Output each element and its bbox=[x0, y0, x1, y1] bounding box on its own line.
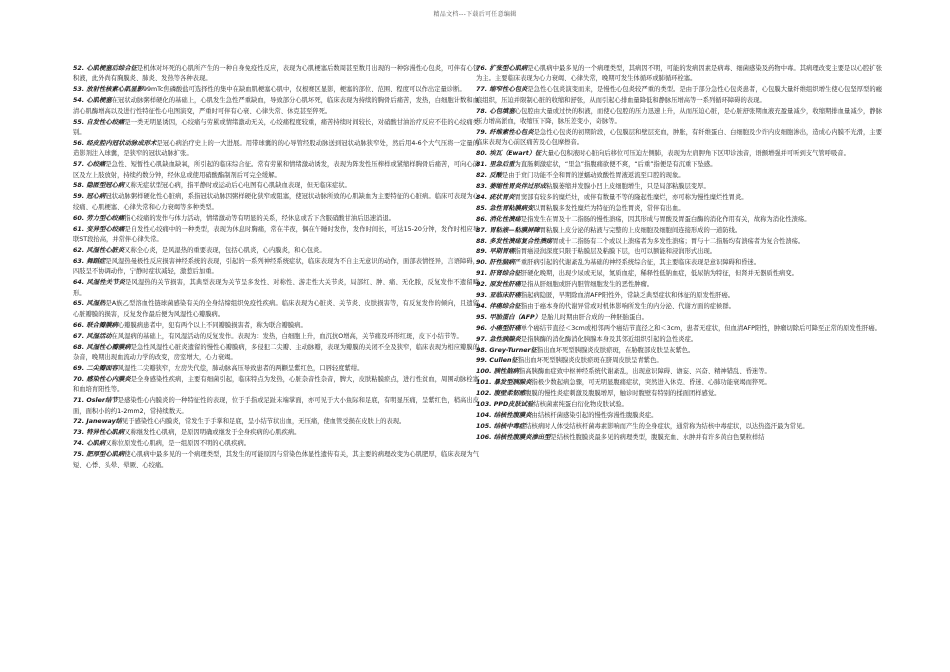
entry-definition: 是胎儿时期由肝合成的一种胚胎蛋白。 bbox=[540, 313, 648, 321]
entry-definition: 是急性、短暂性心肌缺血缺氧，所引起的临床综合征。常有劳累和情绪激动诱发，表现为阵发性压榨样或紧缩样胸骨后痛苦，可向心前区及左上肢放射，持续约数分钟，经休息或使用硝酸酯制剂后可完全缓解。 bbox=[73, 161, 479, 179]
entry-definition: 粘膜萎缩并发腺小凹上皮细胞增生，只是局部粘膜层变厚。 bbox=[546, 182, 710, 190]
entry-term: 80. 埃瓦（Ewart）征 bbox=[476, 150, 542, 158]
entry-term: 63. 舞蹈症 bbox=[73, 257, 106, 265]
glossary-entry bbox=[476, 247, 882, 257]
entry-definition: 指心绞痛的发作与体力活动，情绪激动等有明显的关系，经休息或舌下含服硝酸甘油后迅速消退。 bbox=[124, 214, 395, 222]
entry-term: 76. 扩张型心肌病 bbox=[476, 65, 528, 72]
entry-definition: 又称继发性心肌病，是原因明确或继发于全身疾病的心肌疾病。 bbox=[124, 429, 301, 437]
entry-definition: 胃窦部有较多的糜烂灶，或伴有数量不等的隆起性糜烂，亦可称为慢性糜烂性胃炎。 bbox=[514, 193, 748, 201]
glossary-entry bbox=[476, 291, 882, 301]
glossary-entry bbox=[73, 181, 479, 191]
entry-definition: 心瓣膜病患者中，犯有两个以上不同瓣膜损害者，称为联合瓣膜病。 bbox=[117, 321, 307, 329]
entry-definition: 严重肝病引起的代谢紊乱为基础的神经系统综合征，其主要临床表现是意识障碍和昏迷。 bbox=[514, 259, 761, 267]
entry-definition: 风湿性二尖瓣狭窄，左房失代偿，肺动脉高压导致患者的两颧呈紫红色，口唇轻度紫绀。 bbox=[117, 364, 364, 372]
entry-definition: 指极少数起病急骤，可无明显腹痛症状，突然进入休克、昏迷、心肺功能衰竭而猝死。 bbox=[531, 379, 771, 387]
entry-definition: 是指发生在胃及十二指肠的慢性溃疡，因其形成与胃酸及胃蛋白酶的消化作用有关，故称为消化性溃疡。 bbox=[520, 215, 811, 223]
glossary-entry bbox=[476, 422, 882, 432]
entry-term: 62. 风湿性心脏炎 bbox=[73, 246, 125, 254]
entry-definition: 是风湿热的关节损害，其典型表现为关节呈多发性、对称性、游走性大关节炎，局部红、肿、痛、无化脓，反复发作不遗留畸形。 bbox=[73, 279, 479, 297]
entry-term: 75. 肥厚型心肌病 bbox=[73, 451, 125, 459]
glossary-entry bbox=[476, 378, 882, 388]
entry-definition: 又称无症状型冠心病，指平静时或运动后心电图有心肌缺血表现，但无临床症状。 bbox=[124, 182, 351, 190]
entry-definition: 是一类无明显诱因，心绞痛与劳累或情绪激动无关，心绞痛程度较重，痛苦持续时间较长，对硝酸甘油治疗反应不佳的心绞痛类别。 bbox=[73, 118, 479, 136]
entry-term: 90. 肝性脑病 bbox=[476, 259, 515, 267]
glossary-entry bbox=[73, 417, 479, 427]
glossary-entry bbox=[73, 375, 479, 396]
glossary-entry bbox=[73, 278, 479, 299]
entry-term: 91. 肝肾综合征 bbox=[476, 270, 521, 278]
entry-definition: 由结核杆菌感染引起的慢性弥漫性腹膜炎症。 bbox=[531, 412, 658, 419]
entry-definition: 指由于癌本身的代谢异常或对机体影响所发生的内分泌、代谢方面的症候群。 bbox=[520, 302, 735, 310]
entry-term: 67. 风湿活动 bbox=[73, 332, 112, 340]
glossary-entry bbox=[476, 258, 882, 268]
entry-definition: 是全身感染性疾病，主要有细菌引起，临床特点为发热，心脏杂音性杂音，脾大，皮肤粘膜瘀点，进行性贫血，周围动脉栓塞和血培育阳性等。 bbox=[73, 375, 479, 394]
entry-term: 56. 经皮腔内冠状动脉成形术 bbox=[73, 139, 157, 147]
entry-definition: 指高胰酶血症致中枢神经系统代谢紊乱，出现意识障碍、谵妄、兴奋、精神错乱、昏迷等。 bbox=[518, 368, 771, 376]
glossary-entry bbox=[476, 302, 882, 312]
entry-term: 79. 纤维素性心包炎 bbox=[476, 128, 534, 136]
entry-definition: 指出血坏死型胰腺炎皮肤瘀斑在脐周皮肤呈青紫色。 bbox=[517, 357, 663, 365]
glossary-entry bbox=[476, 367, 882, 377]
glossary-entry bbox=[73, 321, 479, 331]
entry-term: 73. 特异性心肌病 bbox=[73, 429, 125, 437]
entry-term: 78. 心包填塞 bbox=[476, 107, 515, 115]
right-column bbox=[476, 64, 882, 444]
entry-term: 58. 隐匿型冠心病 bbox=[73, 182, 125, 190]
entry-definition: 是急性心包炎的初期阶段，心包膜层和壁层充血，肿胀，有纤维蛋白、白细胞及少许内皮细胞渗出，造成心内膜不光滑，主要临床表现为心前区痛苦及心包摩擦音。 bbox=[476, 128, 882, 147]
entry-term: 92. 原发性肝癌 bbox=[476, 281, 521, 289]
glossary-entry bbox=[73, 214, 479, 224]
entry-definition: 结核病时人体受结核杆菌毒素影响而产生的全身症状，通常称为结核中毒症状，以达热盗汗最为常见。 bbox=[525, 422, 809, 430]
glossary-entry bbox=[73, 160, 479, 181]
left-column bbox=[73, 64, 479, 471]
entry-definition: 见于感染性心内膜炎，常发生于手掌和足底，呈小结节状出血，无压痛，使血管受损在皮肤上的表现。 bbox=[121, 418, 406, 426]
entry-term: 71. Osler结节 bbox=[73, 397, 118, 405]
entry-term: 83. 萎缩性胃炎伴过形成 bbox=[476, 182, 547, 190]
entry-definition: 肝硬化晚期，出现少尿或无尿，氮质血症，稀释性低钠血症，低尿钠为特征，但肾并无器质性病变。 bbox=[520, 270, 798, 278]
entry-definition: 冠状动脉粥样硬化性心脏病，系指冠状动脉因粥样硬化狭窄或阻塞，使冠状动脉所致的心肌缺血为主要特征的心脏病。临床可表现为心绞痛、心肌梗塞、心律失常和心力衰竭等多种类型。 bbox=[73, 193, 479, 211]
entry-term: 85. 急性胃粘膜病变 bbox=[476, 204, 534, 212]
entry-definition: 大量心包积液时心脏向后移位可压迫左侧肺，表现为左肩胛角下区叩诊浊音，语颤增强并可听到支气管呼吸音。 bbox=[541, 150, 850, 158]
glossary-entry bbox=[476, 433, 882, 443]
glossary-entry bbox=[476, 226, 882, 236]
entry-term: 57. 心绞痛 bbox=[73, 161, 106, 169]
glossary-entry bbox=[73, 85, 479, 95]
glossary-entry bbox=[73, 439, 479, 449]
entry-definition: 是A族乙型溶血性链球菌感染有关的全身结缔组织免疫性疾病。临床表现为心脏炎、关节炎、皮肤损害等，有反复发作的倾向，且遗留心脏瓣膜的损害，反复发作最后便为风湿性心瓣膜病。 bbox=[73, 300, 479, 318]
page-header: 精品文档---下载后可任意编辑 bbox=[433, 11, 517, 18]
glossary-entry bbox=[73, 192, 479, 213]
glossary-entry bbox=[73, 225, 479, 246]
entry-term: 99. Cullen征 bbox=[476, 357, 518, 365]
entry-definition: 是急性风湿性心脏炎遗留的慢性心瓣膜病，多侵犯二尖瓣、主动脉瓣，表现为瓣膜的关闭不全及狭窄，临床表现为相应瓣膜的杂音，晚期出现血流动力学的改变，房室增大，心力衰竭。 bbox=[73, 343, 479, 361]
entry-definition: 是由于贲门功能不全和胃的逆蠕动致酸性胃液返流至口腔的现象。 bbox=[501, 172, 685, 180]
entry-definition: 为直肠刺激症状，“里急”指腹痛欲便不爽，“后重”指便是有沉重下坠感。 bbox=[514, 161, 717, 169]
entry-definition: 是急性心包炎演变而来，是慢性心包炎较严重的类型。是由于部分急性心包炎患者，心包膜大量纤维组织增生使心包坚厚型的瘢痕组织，压迫并限制心脏的收缩和舒张，从而引起心排血量降低和静脉压增高等一系列循环障碍的表现。 bbox=[476, 86, 882, 104]
glossary-entry bbox=[476, 204, 882, 214]
entry-definition: 结核菌素纯蛋白衍化物皮肤试验。 bbox=[533, 401, 628, 409]
entry-definition: 在风湿病的基础上，有风湿活动的反复发作。表现为：发热，白细胞上升，血沉抗O增高，关节痛及环形红斑，皮下小结节等。 bbox=[111, 332, 463, 340]
entry-term: 105. 结核中毒症 bbox=[476, 422, 526, 430]
entry-term: 52. 心肌梗塞后综合征 bbox=[73, 65, 138, 72]
entry-term: 93. 亚临床肝癌 bbox=[476, 292, 521, 300]
glossary-entry bbox=[73, 364, 479, 374]
glossary-entry bbox=[476, 280, 882, 290]
entry-definition: 是自发性心绞痛中的一种类型，表现为休息时胸痛，常在半夜，偶在午睡时发作，发作时间长，可达15-20分钟，发作时相应导联ST段抬高，并常伴心律失常。 bbox=[73, 225, 479, 243]
entry-definition: 单个癌结节直径＜3cm或相邻两个癌结节直径之和＜3cm，患者无症状，但血清AFP阳性，肿瘤切除后可降至正常的原发性肝癌。 bbox=[520, 324, 881, 332]
glossary-entry bbox=[73, 139, 479, 160]
entry-term: 89. 早期胃癌 bbox=[476, 248, 515, 256]
entry-definition: 以胃粘膜多发性糜烂为特征的急性胃炎，常伴有出血。 bbox=[533, 204, 685, 212]
glossary-entry bbox=[476, 85, 882, 106]
entry-term: 55. 自发性心绞痛 bbox=[73, 118, 125, 126]
entry-term: 95. 甲胎蛋白（AFP） bbox=[476, 313, 541, 321]
entry-term: 59. 冠心病 bbox=[73, 193, 106, 201]
glossary-entry bbox=[73, 343, 479, 364]
entry-definition: 又称位原发性心肌病，是一组原因不明的心肌疾病。 bbox=[105, 440, 251, 448]
entry-definition: 是机体对坏死的心肌所产生的一种自身免疫性反应，表现为心肌梗塞后数周甚至数月出现的一种弥漫性心包炎，可伴有心包积液，此外尚有胸膜炎、肺炎、发热等各种表现。 bbox=[73, 65, 479, 83]
entry-definition: 又称全心炎，是风湿热的重要表现，包括心肌炎，心内膜炎，和心包炎。 bbox=[124, 246, 326, 254]
entry-term: 82. 反酸 bbox=[476, 172, 502, 180]
glossary-entry bbox=[476, 64, 882, 85]
glossary-entry bbox=[476, 107, 882, 128]
entry-term: 88. 多发性溃疡复合性溃疡 bbox=[476, 237, 553, 245]
glossary-entry bbox=[73, 118, 479, 139]
glossary-entry bbox=[476, 411, 882, 421]
entry-term: 60. 劳力型心绞痛 bbox=[73, 214, 125, 222]
glossary-entry bbox=[73, 257, 479, 278]
glossary-entry bbox=[476, 346, 882, 356]
entry-term: 69. 二尖瓣面容 bbox=[73, 364, 118, 372]
entry-definition: 是冠心病治疗史上的一大进展。用带球囊的的心导管经股动脉送到冠状动脉狭窄处，然后用4-6个大气压将一定量的造影剂注入球囊，是狭窄的冠状动脉扩张。 bbox=[73, 139, 479, 158]
entry-definition: 是心肌病中最多见的一个病理类型，其病因不明，可能的发病因素是病毒、细菌感染及药物中毒。其病理改变主要是以心腔扩张为主。主要临床表现为心力衰竭、心律失常，晚期可发生体循环或肺循环栓塞。 bbox=[476, 65, 882, 83]
entry-definition: 99mTc焦磷酸盐可选择性的集中在缺血肌梗塞心肌中，仅根赛区显影，梗塞的部位、范围、程度可以作出定量诊断。 bbox=[143, 86, 466, 94]
entry-term: 97. 急性胰腺炎 bbox=[476, 335, 521, 343]
entry-term: 64. 风湿性关节炎 bbox=[73, 279, 126, 287]
entry-term: 72. Janeway结 bbox=[73, 418, 122, 426]
entry-term: 94. 伴癌综合征 bbox=[476, 302, 521, 310]
entry-term: 103. PPD皮肤试验 bbox=[476, 401, 534, 409]
entry-term: 101. 暴发型胰腺炎 bbox=[476, 379, 532, 387]
entry-term: 96. 小癌型肝癌 bbox=[476, 324, 521, 332]
glossary-entry bbox=[476, 400, 882, 410]
entry-term: 84. 疣状胃炎 bbox=[476, 193, 515, 201]
entry-definition: 心包腔由大量或过快的积液，而使心包腔的压力迅速上升，从而压迫心脏，是心脏舒张期血液充盈量减少，收缩期排血量减少，静脉压力增高淤血，收缩压下降，脉压差变小，奇脉等。 bbox=[476, 107, 882, 126]
entry-term: 81. 里急后重 bbox=[476, 161, 515, 169]
entry-definition: 指起病隐匿，早期除血清AFP阳性外，常缺乏典型症状和体征的原发性肝癌。 bbox=[520, 292, 735, 300]
entry-term: 74. 心肌病 bbox=[73, 440, 106, 448]
entry-definition: 是风湿热曼极性反应损害神经系统的表现，引起的一系列神经系统症状，临床表现为不自主无意识的动作，面部表情怪异，言语障碍，四肢呈不协调动作，宁静时症状减轻，激惹后加重。 bbox=[73, 257, 479, 276]
entry-definition: 是结核性腹膜炎最多见的病理类型，腹膜充血、水肿并有许多黄白色粟粒样结 bbox=[550, 433, 765, 441]
entry-term: 77. 缩窄性心包炎 bbox=[476, 86, 528, 94]
entry-definition: 是指从肝细胞或肝内胆管细胞发生的恶性肿瘤。 bbox=[520, 281, 654, 289]
glossary-entry bbox=[476, 149, 882, 159]
glossary-entry bbox=[476, 324, 882, 334]
entry-term: 68. 风湿性心瓣膜病 bbox=[73, 343, 131, 351]
glossary-entry bbox=[476, 171, 882, 181]
glossary-entry bbox=[73, 450, 479, 471]
glossary-entry bbox=[476, 193, 882, 203]
glossary-entry bbox=[73, 246, 479, 256]
glossary-entry bbox=[73, 396, 479, 417]
entry-term: 65. 风湿热 bbox=[73, 300, 106, 308]
glossary-entry bbox=[476, 335, 882, 345]
entry-term: 100. 胰性脑病 bbox=[476, 368, 519, 376]
entry-term: 104. 结核性腹膜炎 bbox=[476, 412, 532, 419]
glossary-entry bbox=[73, 299, 479, 320]
glossary-entry bbox=[476, 128, 882, 149]
glossary-entry bbox=[476, 313, 882, 323]
entry-term: 61. 变异型心绞痛 bbox=[73, 225, 125, 233]
glossary-entry bbox=[476, 269, 882, 279]
glossary-entry bbox=[73, 428, 479, 438]
entry-term: 87. 胃粘液—粘膜屏障 bbox=[476, 226, 540, 234]
entry-term: 86. 消化性溃疡 bbox=[476, 215, 521, 223]
entry-term: 53. 放射性核素心肌显影 bbox=[73, 86, 144, 94]
entry-term: 98. Grey-Turner征 bbox=[476, 346, 537, 354]
glossary-entry bbox=[73, 96, 479, 117]
glossary-entry bbox=[73, 64, 479, 85]
glossary-entry bbox=[476, 182, 882, 192]
glossary-entry bbox=[476, 356, 882, 366]
entry-definition: 胃粘膜上皮分泌的粘液与完整的上皮细胞及细胞间连接形成的一道防线。 bbox=[539, 226, 742, 234]
entry-definition: 胃或十二指肠有二个或以上溃疡者为多发性溃疡；胃与十二指肠均有溃疡者为复合性溃疡。 bbox=[552, 237, 805, 245]
entry-definition: 指胃癌浸润深度只限于粘膜层及粘膜下层，也可以额能和浸润形式出现。 bbox=[514, 248, 717, 256]
entry-definition: 是感染性心内膜炎的一种特征性的表现，位于手指或足趾末端掌面，亦可见于大小鱼际和足底，有明显压痛，呈紫红色，稍高出皮面，面积小的约1-2mm2，常持续数天。 bbox=[73, 397, 480, 415]
glossary-entry bbox=[476, 237, 882, 247]
entry-definition: 是指胰酶的消化酶消化胰腺本身及其邻近组织引起的急性炎症。 bbox=[520, 335, 698, 343]
entry-term: 102. 腹壁柔韧感 bbox=[476, 390, 526, 398]
entry-definition: 指出血坏死型胰腺炎皮肤瘀斑，在胁腹部皮肤呈灰紫色。 bbox=[536, 346, 695, 354]
entry-term: 70. 感染性心内膜炎 bbox=[73, 375, 131, 383]
glossary-entry bbox=[476, 389, 882, 399]
glossary-entry bbox=[476, 160, 882, 170]
entry-term: 54. 心肌梗塞 bbox=[73, 97, 112, 105]
glossary-entry bbox=[73, 332, 479, 342]
entry-definition: 在冠状动脉粥样硬化的基础上，心肌发生急性严重缺血，导致部分心肌坏死，临床表现为持续的胸骨后痛苦，发热，白细胞计数和血清心肌酶增高以及进行性特征性心电图演变，严重时可伴有心衰、心律失常、休克甚至猝死。 bbox=[73, 97, 479, 115]
entry-term: 66. 联合瓣膜病 bbox=[73, 321, 118, 329]
entry-term: 106. 结核性腹膜炎渗出型 bbox=[476, 433, 551, 441]
glossary-entry bbox=[476, 215, 882, 225]
entry-definition: 腹膜的慢性炎症刺激及腹膜增厚，触诊时腹壁有特别的揉面团样感觉。 bbox=[525, 390, 721, 398]
entry-definition: 使心肌病中最多见的一个病理类型，其发生的可能原因与常染色体显性遗传有关，其主要的病理改变为心肌肥厚，临床表现为气短、心悸、头晕、晕厥、心绞痛。 bbox=[73, 451, 479, 469]
